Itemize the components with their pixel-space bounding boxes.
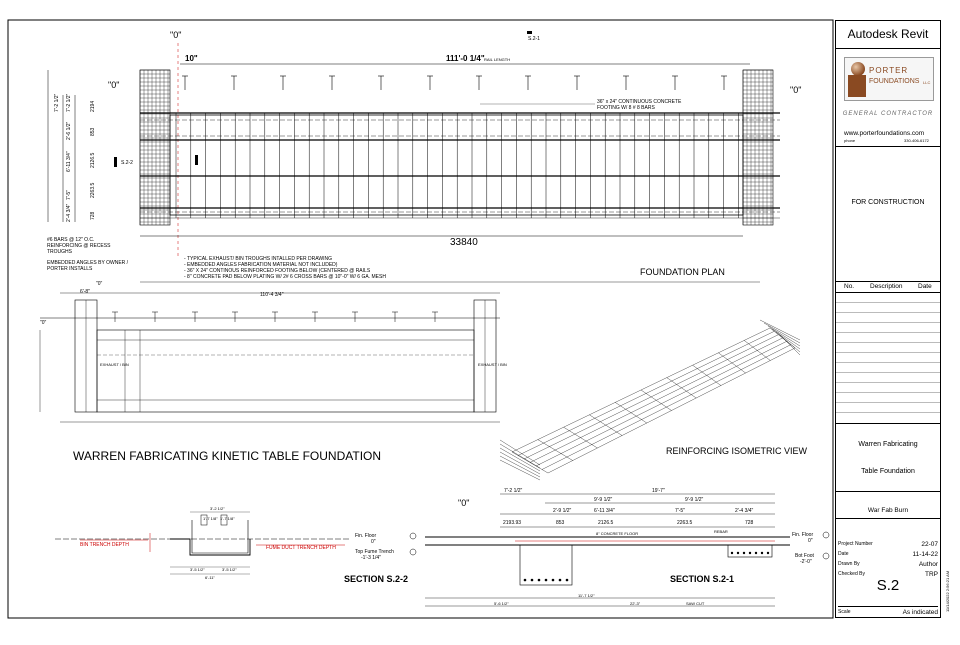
foundation-plan xyxy=(47,30,801,282)
section-s2-1 xyxy=(425,488,829,606)
rebar-dot xyxy=(531,579,534,582)
s1-bot-foot-val: -2'-0" xyxy=(800,559,812,565)
elev-posts xyxy=(112,312,438,322)
plan-left-dim-2: 7'-2 1/2" xyxy=(66,93,72,112)
s1-row-dim-2: 6'-11 3/4" xyxy=(594,508,615,514)
iso-end-mesh xyxy=(776,332,800,352)
s2-top-fume-val: -1'-3 1/4" xyxy=(361,555,381,561)
s1-mid-dim-1: 9'-9 1/2" xyxy=(594,497,613,503)
s1-row-mm-3: 2126.5 xyxy=(598,520,614,526)
revision-table xyxy=(836,281,940,413)
bars-note-line3: TROUGHS xyxy=(47,249,72,255)
revision-header xyxy=(836,281,940,293)
s1-row-mm-5: 728 xyxy=(745,520,754,526)
logo-ball-icon xyxy=(851,62,865,76)
iso-end-mesh xyxy=(764,323,800,343)
plan-total-mm: 33840 xyxy=(450,237,478,248)
rebar-dot xyxy=(538,579,541,582)
footing-note-line2: FOOTING W/ 8 # 8 BARS xyxy=(597,105,655,111)
s1-row-mm-4: 2263.5 xyxy=(677,520,693,526)
rev-col-no: No. xyxy=(844,283,855,290)
s1-bottom-dim-2: 22'-3" xyxy=(630,601,641,606)
logo-sub: FOUNDATIONS xyxy=(869,78,920,85)
rebar-dot xyxy=(731,552,733,554)
logo-name: PORTER xyxy=(869,66,909,75)
footing-note-line1: 36" x 24" CONTINUOUS CONCRETE xyxy=(597,99,682,105)
s2-dim-6: 6'-11" xyxy=(205,575,215,580)
project-name: Table Foundation xyxy=(861,468,915,475)
iso-bar-long xyxy=(512,328,770,452)
plan-left-mm-5: 728 xyxy=(90,211,96,220)
rebar-dot xyxy=(552,579,555,582)
project-number-value: 22-07 xyxy=(921,541,938,548)
svg-text:"0": "0" xyxy=(40,320,47,326)
s1-fin-floor-val: 0" xyxy=(808,538,813,544)
rebar-dot xyxy=(524,579,527,582)
exhaust-label-right: EXHAUST / BIN xyxy=(478,362,507,367)
phone-number: 330-406-6172 xyxy=(904,138,929,143)
app-name: Autodesk Revit xyxy=(836,21,940,49)
sheet-number: S.2 xyxy=(876,577,900,594)
foundation-elevation xyxy=(40,281,507,463)
checked-by-label: Checked By xyxy=(838,571,865,577)
svg-text:"0": "0" xyxy=(96,281,103,287)
checked-by-value: TRP xyxy=(925,571,938,578)
plan-left-mm-2: 853 xyxy=(90,127,96,136)
embedded-note-line1: EMBEDDED ANGLES BY OWNER / xyxy=(47,260,129,266)
isometric-view xyxy=(500,320,808,480)
title-block xyxy=(835,20,941,618)
s1-bottom-dim-3: 5'-6 1/2" xyxy=(494,601,509,606)
bars-note-line2: REINFORCING @ RECESS xyxy=(47,243,111,249)
plan-zero-left-top: "0" xyxy=(170,30,182,40)
plan-section-ref-1: S.2-1 xyxy=(528,36,540,42)
exhaust-label-left: EXHAUST / BIN xyxy=(100,362,129,367)
iso-bar-long xyxy=(530,338,783,463)
s1-row-mm-2: 853 xyxy=(556,520,565,526)
plan-zero-left: "0" xyxy=(108,80,120,90)
plan-note-4: - 8" CONCRETE PAD BELOW PLATING W/ 2# 6 CROSS BARS @ 10"-0" W/ 6 GA. MESH xyxy=(184,274,386,280)
rebar-dot xyxy=(737,552,739,554)
s2-top-fume: Top Fume Trench xyxy=(355,549,394,555)
plan-stirrups xyxy=(176,113,738,218)
rebar-dot xyxy=(545,579,548,582)
s1-concrete-floor: 8" CONCRETE FLOOR xyxy=(596,531,639,536)
plan-posts xyxy=(182,76,727,90)
client-name: Warren Fabricating xyxy=(858,441,918,448)
plan-left-mm-1: 2194 xyxy=(90,100,96,112)
drawn-by-field xyxy=(838,561,938,569)
s1-row-dim-3: 7'-5" xyxy=(675,508,685,514)
foundation-main-title: WARREN FABRICATING KINETIC TABLE FOUNDATION xyxy=(73,449,382,463)
project-number-field xyxy=(838,541,938,549)
rebar-dot xyxy=(761,552,763,554)
plan-dim-10: 10" xyxy=(185,54,198,63)
s1-row-dim-4: 2'-4 3/4" xyxy=(735,508,754,514)
phone-label: phone xyxy=(844,138,856,143)
s2-fin-floor: Fin. Floor xyxy=(355,533,377,539)
iso-end-mesh xyxy=(500,456,540,477)
iso-end-mesh xyxy=(500,448,540,471)
drawn-by-label: Drawn By xyxy=(838,561,860,567)
iso-bar-long xyxy=(524,335,778,459)
rebar-dot xyxy=(755,552,757,554)
iso-rebar-cage xyxy=(500,320,800,480)
print-date: 11/14/2022 2:56:21 AM xyxy=(945,570,950,612)
scale-label: Scale xyxy=(838,609,851,615)
plan-left-mm-3: 2126.5 xyxy=(90,152,96,168)
s2-dim-4: 3'-5 1/2" xyxy=(190,567,205,572)
date-value: 11-14-22 xyxy=(912,551,938,558)
s1-fin-floor: Fin. Floor xyxy=(792,532,814,538)
date-label: Date xyxy=(838,551,849,557)
s1-top-dim-2: 19'-7" xyxy=(652,488,665,494)
plan-left-dim-6: 2'-4 3/4" xyxy=(66,203,72,222)
s2-dim-1: 3'-2 1/2" xyxy=(210,506,225,511)
scale-field xyxy=(838,606,938,615)
plan-rail-length: 111'-0 1/4" xyxy=(446,54,485,63)
plan-section-ref-2: S.2-2 xyxy=(121,160,133,166)
s2-fin-floor-val: 0" xyxy=(371,539,376,545)
bin-trench-label: BIN TRENCH DEPTH xyxy=(80,542,129,548)
plan-left-dim-4: 6'-11 3/4" xyxy=(66,151,72,172)
status-label: FOR CONSTRUCTION xyxy=(851,199,925,206)
sheet-border xyxy=(8,20,833,618)
s2-dim-5: 3'-5 1/2" xyxy=(222,567,237,572)
plan-zero-right: "0" xyxy=(790,85,802,95)
elev-end-dim: 6'-8" xyxy=(80,289,90,295)
plan-note-1: - TYPICAL EXHAUST/ BIN TROUGHS INTALLED PER DRAWING xyxy=(184,256,332,262)
company-logo xyxy=(844,57,934,101)
s1-row-mm-1: 2193.93 xyxy=(503,520,522,526)
elev-total-dim: 110'-4 3/4" xyxy=(260,292,284,298)
section-s2-2-title: SECTION S.2-2 xyxy=(344,574,409,584)
logo-llc: LLC xyxy=(923,80,931,85)
sheet-name: War Fab Burn xyxy=(867,507,909,514)
plan-left-dim-5: 7'-5" xyxy=(66,190,72,200)
section-s2-1-title: SECTION S.2-1 xyxy=(670,574,735,584)
date-field xyxy=(838,551,938,559)
iso-end-mesh xyxy=(780,335,800,355)
iso-end-mesh xyxy=(500,440,540,465)
s2-dim-3: 1'-7 1/8" xyxy=(220,516,235,521)
plan-left-dim-3: 2'-6 1/2" xyxy=(66,121,72,140)
s1-mid-dim-2: 9'-9 1/2" xyxy=(685,497,704,503)
plan-rail-length-label: RAIL LENGTH xyxy=(484,57,511,62)
plan-note-3: - 36" X 24" CONTINOUS REINFORCED FOOTING BELOW (CENTERED @ RAILS xyxy=(184,268,371,274)
iso-title: REINFORCING ISOMETRIC VIEW xyxy=(666,446,808,456)
contractor-label: GENERAL CONTRACTOR xyxy=(842,111,934,117)
s1-rebar-label: REBAR xyxy=(714,529,728,534)
s1-row-dim-1: 2'-9 1/2" xyxy=(553,508,572,514)
s1-top-dim-1: 7'-2 1/2" xyxy=(504,488,523,494)
s2-dim-2: 1'-7 1/8" xyxy=(203,516,218,521)
plan-left-mm-4: 2263.5 xyxy=(90,182,96,198)
logo-p-icon xyxy=(848,75,866,97)
drawn-by-value: Author xyxy=(918,561,938,568)
s1-bot-foot: Bot Foot xyxy=(795,553,814,559)
plan-title: FOUNDATION PLAN xyxy=(640,267,725,277)
s1-zero: "0" xyxy=(458,498,470,508)
plan-left-dim-1: 7'-2 1/2" xyxy=(54,93,60,112)
iso-end-mesh xyxy=(768,326,800,346)
rebar-dot xyxy=(559,579,562,582)
s1-bottom-dim-1: 11'-7 1/2" xyxy=(578,593,595,598)
bars-note-line1: #6 BARS @ 12" O.C. xyxy=(47,237,95,243)
section-s2-2 xyxy=(55,506,416,584)
rebar-dot xyxy=(749,552,751,554)
embedded-note-line2: PORTER INSTALLS xyxy=(47,266,93,272)
rev-col-date: Date xyxy=(918,283,932,290)
company-url: www.porterfoundations.com xyxy=(844,130,925,137)
s1-saw-cut: SAW CUT xyxy=(686,601,705,606)
fume-trench-label: FUME DUCT TRENCH DEPTH xyxy=(266,545,336,551)
project-number-label: Project Number xyxy=(838,541,873,547)
iso-bar-long xyxy=(518,331,774,455)
plan-note-2: - EMBEDDED ANGLES FABRICATION MATERIAL NOT INCLUDED) xyxy=(184,262,338,268)
scale-value: As indicated xyxy=(902,609,938,616)
rebar-dot xyxy=(767,552,769,554)
rev-col-description: Description xyxy=(870,283,903,290)
rebar-dot xyxy=(566,579,569,582)
rebar-dot xyxy=(743,552,745,554)
